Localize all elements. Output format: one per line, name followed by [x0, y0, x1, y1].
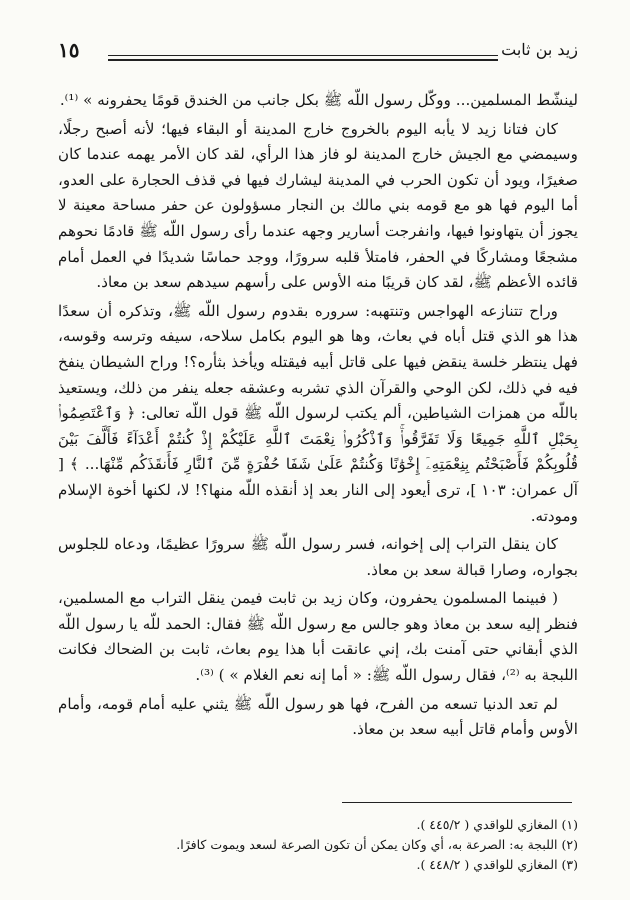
- body-text: [58, 88, 578, 746]
- paragraph-4: كان ينقل التراب إلى إخوانه، فسر رسول اللّه ﷺ سرورًا عظيمًا، ودعاه للجلوس بجواره، وصارا قبالة سعد بن معاذ.: [58, 535, 578, 579]
- paragraph-5-quote: ( فبينما المسلمون يحفرون، وكان زيد بن ثابت فيمن ينقل التراب مع المسلمين، فنظر إليه سعد بن معاذ وهو جالس مع رسول اللّه ﷺ فقال: الحمد للّه يا رسول اللّه الذي أبقاني حتى آمنت بك، إني عانقت أبا هذا يوم بعاث، ثابت بن الضحاك فكانت اللبجة به ⁽²⁾، فقال رسول اللّه ﷺ: « أما إنه نعم الغلام » ) ⁽³⁾.: [58, 589, 578, 685]
- footnotes: [58, 815, 578, 875]
- header-rule-thick: [108, 59, 498, 61]
- header-rule: [108, 55, 498, 56]
- paragraph-2: كان فتانا زيد لا يأبه اليوم بالخروج خارج المدينة أو البقاء فيها؛ لأنه أصبح رجلًا، وسيمضي مع الجيش خارج المدينة لو فاز هذا الرأي، لقد كان الأمر يهمه عندما كان صغيرًا، ويود أن تكون الحرب في المدينة ليشارك فيها في قذف الحجارة على العدو، أما اليوم فها هو مع قومه بني مالك بن النجار مسؤولون عن حفر مساحة معينة لا يجوز أن يتهاونوا فيها، وانفرجت أسارير وجهه عندما رأى رسول اللّه ﷺ قادمًا نحوهم مشجعًا ومشاركًا في الحفر، فامتلأ قلبه سرورًا، ووجد حماسًا شديدًا في العمل أمام قائده الأعظم ﷺ، لقد كان قريبًا منه الأوس على رأسهم سيدهم سعد بن معاذ.: [58, 119, 578, 292]
- footnote-3: (٣) المغازي للواقدي ( ٤٤٨/٢ ).: [416, 857, 578, 872]
- paragraph-6: لم تعد الدنيا تسعه من الفرح، فها هو رسول اللّه ﷺ يثني عليه أمام قومه، وأمام الأوس وأمام قاتل أبيه سعد بن معاذ.: [58, 694, 578, 739]
- footnote-2: (٢) اللبجة به: الصرعة به، أي وكان يمكن أن تكون الصرعة لسعد ويموت كافرًا.: [176, 837, 578, 852]
- page-header: [58, 38, 578, 72]
- running-title: زيد بن ثابت: [501, 40, 578, 59]
- page-number: ١٥: [58, 38, 80, 62]
- paragraph-3: وراح تتنازعه الهواجس وتنتهبه: سروره بقدوم رسول اللّه ﷺ، وتذكره أن سعدًا هذا هو الذي قتل أباه في بعاث، وها هو اليوم بكامل سلاحه، سيفه وترسه وقوسه، فهل ينتظر خلسة ينقض فيها على قاتل أبيه فيقتله ويأخذ بثأره؟! وراح الشيطان ينفخ فيه في ذلك، لكن الوحي والقرآن الذي تشربه وعشقه جعله ينفر من ذلك، ويستعيذ باللّه من همزات الشياطين، ألم يكتب لرسول اللّه ﷺ قول اللّه تعالى: ﴿ وَٱعْتَصِمُوا۟ بِحَبْلِ ٱللَّهِ جَمِيعًا وَلَا تَفَرَّقُوا۟ۚ وَٱذْكُرُوا۟ نِعْمَتَ ٱللَّهِ عَلَيْكُمْ إِذْ كُنتُمْ أَعْدَآءً فَأَلَّفَ بَيْنَ قُلُوبِكُمْ فَأَصْبَحْتُم بِنِعْمَتِهِۦٓ إِخْوَٰنًا وَكُنتُمْ عَلَىٰ شَفَا حُفْرَةٍ مِّنَ ٱلنَّارِ فَأَنقَذَكُم مِّنْهَا... ﴾ [ آل عمران: ١٠٣ ]، ترى أيعود إلى النار بعد إذ أنقذه اللّه منها؟! لا، لكنها أخوة الإسلام ومودته.: [58, 301, 578, 525]
- footnote-separator: [342, 802, 572, 803]
- paragraph-1: لينشّط المسلمين... ووكّل رسول اللّه ﷺ بكل جانب من الخندق قومًا يحفرونه » ⁽¹⁾.: [59, 91, 578, 109]
- footnote-1: (١) المغازي للواقدي ( ٤٤٥/٢ ).: [416, 817, 578, 832]
